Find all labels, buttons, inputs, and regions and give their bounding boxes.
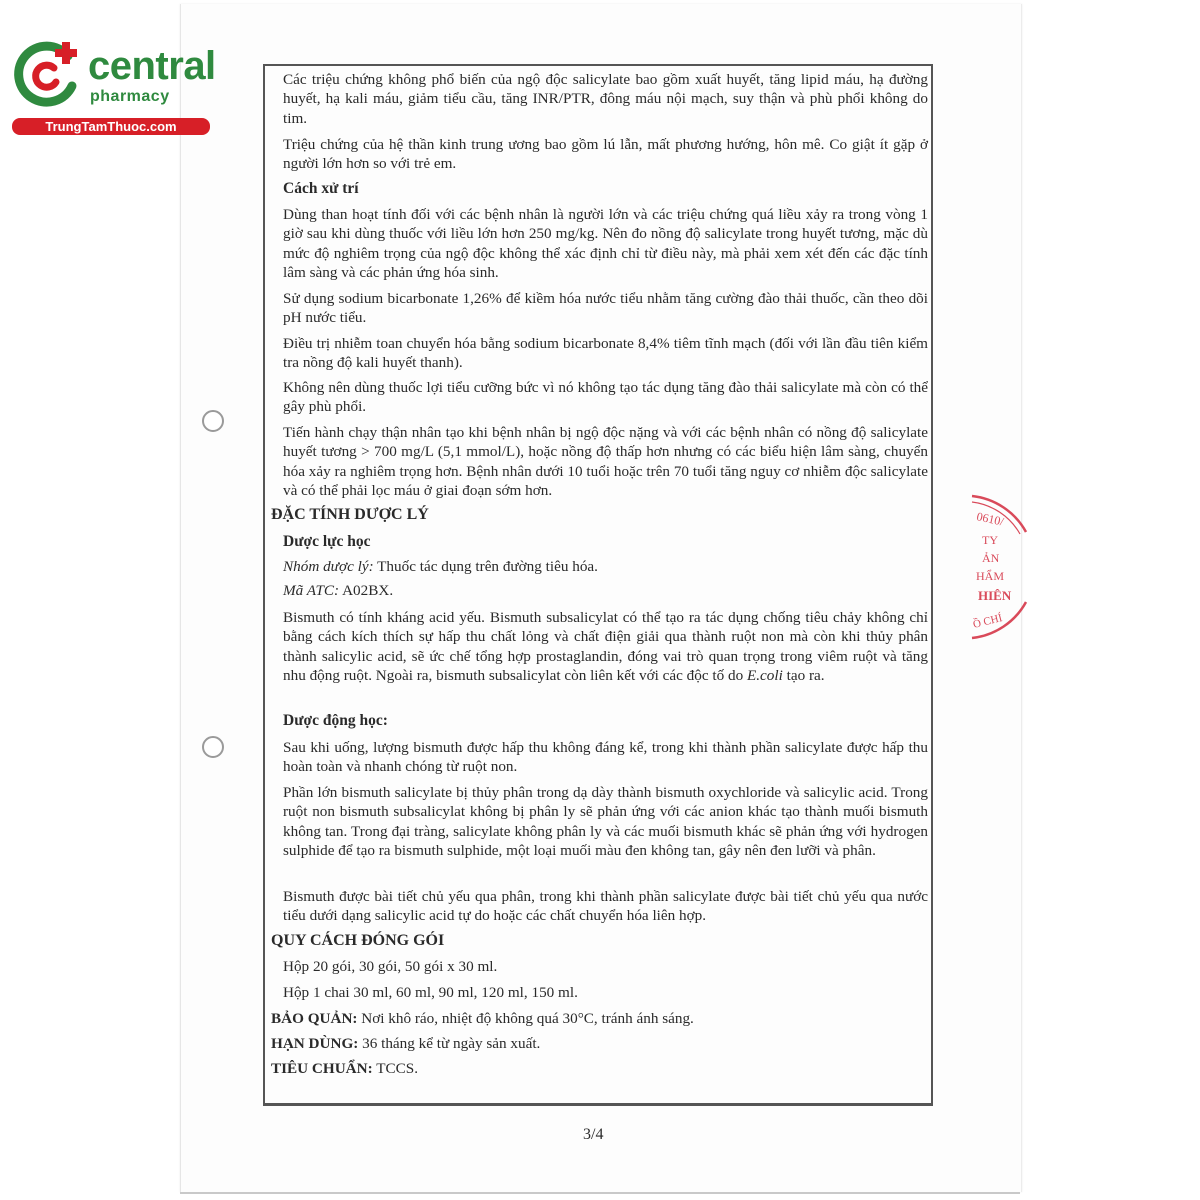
stamp-line: TY (982, 533, 998, 547)
paragraph-sodium-bicarbonate-84: Điều trị nhiễm toan chuyển hóa bằng sodium bicarbonate 8,4% tiêm tĩnh mạch (đối với lần đầu tiên kiểm tra nồng độ kali huyết thanh). (283, 335, 928, 372)
bismuth-action-end: tạo ra. (782, 667, 825, 685)
binder-hole-top (202, 410, 224, 432)
page-edge (180, 1192, 1020, 1194)
atc-code-line (283, 582, 393, 600)
shelf-life-value: 36 tháng kể từ ngày sản xuất. (358, 1035, 541, 1052)
storage-line (271, 1010, 694, 1028)
storage-label: BẢO QUẢN: (271, 1010, 358, 1027)
logo-url-banner[interactable]: TrungTamThuoc.com (12, 118, 210, 135)
paragraph-hemodialysis: Tiến hành chạy thận nhân tạo khi bệnh nhân bị ngộ độc nặng và với các bệnh nhân có nồng độ salicylate huyết tương > 700 mg/L (5,1 mmol/L), hoặc nồng độ thấp hơn nhưng có các biểu hiện lâm sàng, chuyển hóa xảy ra nghiêm trọng hơn. Bệnh nhân dưới 10 tuổi hoặc trên 70 tuổi tăng nguy cơ nhiễm độc salicylate và có thể phải lọc máu ở giai đoạn sớm hơn. (283, 424, 928, 500)
logo-brand-text: central (88, 44, 216, 88)
ecoli-term: E.coli (746, 667, 783, 685)
stamp-line: ẢN (982, 551, 1000, 565)
paragraph-bismuth-action (283, 608, 928, 686)
storage-value: Nơi khô ráo, nhiệt độ không quá 30°C, tránh ánh sáng. (357, 1010, 694, 1027)
shelf-life-line (271, 1035, 540, 1053)
paragraph-uncommon-symptoms: Các triệu chứng không phổ biến của ngộ độc salicylate bao gồm xuất huyết, tăng lipid máu, hạ đường huyết, hạ kali máu, giảm tiểu cầu, tăng INR/PTR, đông máu nội mạch, suy thận và phù phổi không do tim. (283, 71, 928, 127)
logo-sub-text: pharmacy (90, 88, 170, 105)
heading-management: Cách xử trí (283, 180, 359, 197)
paragraph-activated-charcoal: Dùng than hoạt tính đối với các bệnh nhân là người lớn và các triệu chứng quá liều xảy ra trong vòng 1 giờ sau khi dùng thuốc với liều lớn hơn 250 mg/kg. Nên đo nồng độ salicylate trong huyết tương, mặc dù mức độ nghiêm trọng của ngộ độc không thể xác định chỉ từ điều này, mà phải xem xét đến các đặc tính lâm sàng và các phản ứng hóa sinh. (283, 206, 928, 282)
drug-group-line (283, 558, 598, 576)
heading-pharmacological-properties: ĐẶC TÍNH DƯỢC LÝ (271, 506, 429, 523)
page-number: 3/4 (583, 1126, 604, 1143)
binder-hole-bottom (202, 736, 224, 758)
paragraph-sodium-bicarbonate-126: Sử dụng sodium bicarbonate 1,26% để kiềm hóa nước tiểu nhằm tăng cường đào thải thuốc, cần theo dõi pH nước tiểu. (283, 290, 928, 327)
bismuth-action-text: Bismuth có tính kháng acid yếu. Bismuth subsalicylat có thể tạo ra tác dụng chống tiêu chảy không chỉ bằng cách kích thích sự hấp thu chất lỏng và chất điện giải qua thành ruột non mà còn khi thủy phân thành salicylic acid, sẽ ức chế tổng hợp prostaglandin, đóng vai trò quan trọng trong viêm ruột và tăng nhu động ruột. Ngoài ra, bismuth subsalicylat còn liên kết với các độc tố do (283, 609, 928, 685)
atc-code-label: Mã ATC: (283, 582, 340, 599)
central-pharmacy-logo-icon (10, 38, 82, 110)
drug-group-label: Nhóm dược lý: (283, 558, 374, 575)
paragraph-metabolism: Phần lớn bismuth salicylate bị thủy phân trong dạ dày thành bismuth oxychloride và salicylic acid. Trong ruột non bismuth subsalicylat không bị phân ly sẽ phản ứng với các anion khác tạo thành muối bismuth không tan. Trong đại tràng, salicylate không phân ly và các muối bismuth khác sẽ phản ứng với hydrogen sulphide để tạo ra bismuth sulphide, một loại muối màu đen không tan, gây nên đen lưỡi và phân. (283, 784, 928, 860)
paragraph-cns-symptoms: Triệu chứng của hệ thần kinh trung ương bao gồm lú lẫn, mất phương hướng, hôn mê. Co giật ít gặp ở người lớn hơn so với trẻ em. (283, 136, 928, 173)
standard-line (271, 1060, 418, 1078)
standard-label: TIÊU CHUẨN: (271, 1060, 373, 1077)
standard-value: TCCS. (372, 1060, 418, 1077)
stamp-line: HẨM (976, 569, 1005, 583)
stamp-line: HIÊN (978, 588, 1012, 603)
heading-pharmacodynamics: Dược lực học (283, 533, 371, 550)
packaging-sachets: Hộp 20 gói, 30 gói, 50 gói x 30 ml. (283, 958, 498, 975)
paragraph-absorption: Sau khi uống, lượng bismuth được hấp thu không đáng kể, trong khi thành phần salicylate được hấp thu hoàn toàn và nhanh chóng từ ruột non. (283, 739, 928, 776)
atc-code-value: A02BX. (339, 582, 394, 599)
stamp-line: 0610/ (975, 509, 1006, 529)
shelf-life-label: HẠN DÙNG: (271, 1035, 359, 1052)
stamp-line: Ồ CHÍ (971, 612, 1004, 631)
company-stamp (968, 492, 1028, 642)
packaging-bottles: Hộp 1 chai 30 ml, 60 ml, 90 ml, 120 ml, 150 ml. (283, 984, 578, 1001)
paragraph-excretion: Bismuth được bài tiết chủ yếu qua phân, trong khi thành phần salicylate được bài tiết chủ yếu qua nước tiểu dưới dạng salicylic acid tự do hoặc các chất chuyển hóa liên hợp. (283, 888, 928, 925)
heading-packaging: QUY CÁCH ĐÓNG GÓI (271, 932, 445, 949)
paragraph-diuretics: Không nên dùng thuốc lợi tiểu cưỡng bức vì nó không tạo tác dụng tăng đào thải salicylate mà còn có thể gây phù phổi. (283, 379, 928, 416)
drug-group-value: Thuốc tác dụng trên đường tiêu hóa. (373, 558, 598, 575)
heading-pharmacokinetics: Dược động học: (283, 712, 388, 729)
